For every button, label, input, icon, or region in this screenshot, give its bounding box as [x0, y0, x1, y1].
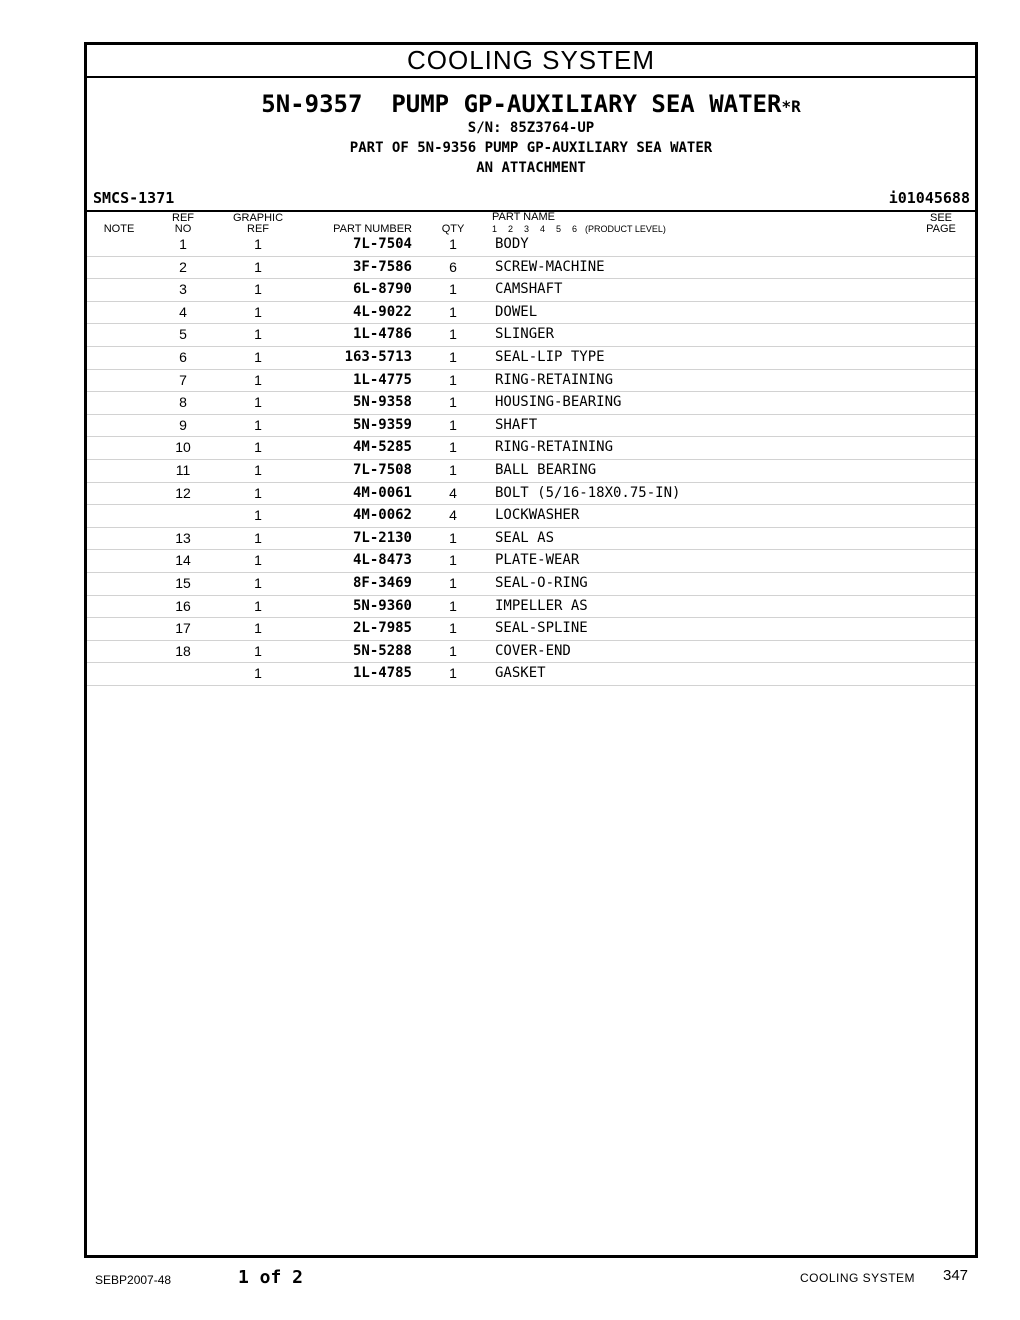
quantity: 1	[449, 303, 457, 320]
part-number: 4M-0061	[352, 484, 412, 501]
quantity: 1	[449, 620, 457, 637]
parts-list	[87, 234, 975, 686]
part-number: 1L-4775	[352, 371, 412, 388]
graphic-ref: 1	[254, 507, 262, 524]
ref-no: 4	[179, 303, 187, 320]
table-row	[87, 279, 975, 302]
table-row	[87, 550, 975, 573]
graphic-ref: 1	[254, 597, 262, 614]
graphic-ref: 1	[254, 552, 262, 569]
page-of: 1 of 2	[238, 1267, 304, 1288]
ref-no: 6	[179, 348, 187, 365]
graphic-ref: 1	[254, 326, 262, 343]
part-number: 3F-7586	[352, 258, 412, 275]
footer-section: COOLING SYSTEM	[800, 1271, 916, 1285]
table-row	[87, 370, 975, 393]
part-name: SLINGER	[495, 326, 555, 343]
part-name: RING-RETAINING	[495, 439, 614, 456]
table-row	[87, 618, 975, 641]
part-number: 4L-8473	[352, 552, 412, 569]
col-ref-bottom: NO	[174, 223, 192, 235]
quantity: 1	[449, 371, 457, 388]
graphic-ref: 1	[254, 484, 262, 501]
part-name: GASKET	[495, 665, 546, 682]
ref-no: 7	[179, 371, 187, 388]
quantity: 1	[449, 597, 457, 614]
quantity: 1	[449, 394, 457, 411]
product-level-label: (PRODUCT LEVEL)	[585, 224, 666, 234]
quantity: 1	[449, 665, 457, 682]
ref-no: 3	[179, 281, 187, 298]
part-name: PLATE-WEAR	[495, 552, 580, 569]
part-number: 7L-7508	[352, 461, 412, 478]
part-number: 5N-9359	[352, 416, 412, 433]
table-row	[87, 324, 975, 347]
ref-no: 10	[175, 439, 191, 456]
col-part-number: PART NUMBER	[333, 223, 412, 235]
document-header	[87, 78, 975, 238]
quantity: 1	[449, 552, 457, 569]
table-row	[87, 437, 975, 460]
col-see-bottom: PAGE	[926, 223, 956, 235]
part-of-line: PART OF 5N-9356 PUMP GP-AUXILIARY SEA WATER	[349, 140, 713, 156]
graphic-ref: 1	[254, 620, 262, 637]
part-number: 163-5713	[344, 348, 412, 365]
part-number: 5N-9360	[352, 597, 412, 614]
table-row	[87, 596, 975, 619]
part-number: 5N-9358	[352, 394, 412, 411]
table-row	[87, 505, 975, 528]
part-name: CAMSHAFT	[495, 281, 563, 298]
table-row	[87, 234, 975, 257]
part-number: 4M-5285	[352, 439, 412, 456]
graphic-ref: 1	[254, 236, 262, 252]
table-row	[87, 641, 975, 664]
table-row	[87, 347, 975, 370]
quantity: 1	[449, 348, 457, 365]
part-name: BODY	[495, 236, 529, 252]
part-number: 4L-9022	[352, 303, 412, 320]
part-name: DOWEL	[495, 303, 538, 320]
quantity: 1	[449, 236, 457, 252]
col-graphic-top: GRAPHIC	[232, 212, 284, 224]
table-row	[87, 460, 975, 483]
section-title: COOLING SYSTEM	[87, 45, 975, 78]
quantity: 1	[449, 461, 457, 478]
part-number: 7L-7504	[352, 236, 412, 252]
table-row	[87, 573, 975, 596]
ref-no: 18	[175, 642, 191, 659]
quantity: 1	[449, 281, 457, 298]
level-numbers: 1 2 3 4 5 6	[492, 224, 578, 234]
table-row	[87, 302, 975, 325]
part-name: SEAL-O-RING	[495, 574, 588, 591]
quantity: 1	[449, 439, 457, 456]
main-title-text: 5N-9357 PUMP GP-AUXILIARY SEA WATER	[261, 90, 782, 118]
quantity: 1	[449, 326, 457, 343]
ref-no: 2	[179, 258, 187, 275]
col-qty: QTY	[441, 223, 465, 235]
part-name: BOLT (5/16-18X0.75-IN)	[495, 484, 681, 501]
part-number: 1L-4785	[352, 665, 412, 682]
graphic-ref: 1	[254, 665, 262, 682]
graphic-ref: 1	[254, 574, 262, 591]
table-row	[87, 663, 975, 686]
table-row	[87, 392, 975, 415]
graphic-ref: 1	[254, 394, 262, 411]
part-number: 5N-5288	[352, 642, 412, 659]
product-levels	[492, 224, 666, 234]
graphic-ref: 1	[254, 439, 262, 456]
page-frame	[84, 42, 978, 1258]
part-name: SEAL-SPLINE	[495, 620, 588, 637]
ref-no: 14	[175, 552, 191, 569]
table-row	[87, 483, 975, 506]
part-number: 7L-2130	[352, 529, 412, 546]
quantity: 4	[449, 484, 457, 501]
ref-no: 9	[179, 416, 187, 433]
table-row	[87, 528, 975, 551]
ref-no: 8	[179, 394, 187, 411]
ref-no: 11	[175, 461, 191, 478]
graphic-ref: 1	[254, 371, 262, 388]
col-graphic-bottom: REF	[247, 223, 269, 235]
graphic-ref: 1	[254, 416, 262, 433]
page-number: 347	[943, 1267, 969, 1284]
col-see-top: SEE	[929, 212, 952, 224]
part-name: RING-RETAINING	[495, 371, 614, 388]
illustration-id: i01045688	[888, 189, 970, 207]
document-id: SEBP2007-48	[95, 1273, 172, 1287]
graphic-ref: 1	[254, 258, 262, 275]
part-name: COVER-END	[495, 642, 571, 659]
part-number: 4M-0062	[352, 507, 412, 524]
col-graphic-ref	[228, 213, 288, 235]
attachment-line: AN ATTACHMENT	[476, 160, 586, 176]
quantity: 1	[449, 416, 457, 433]
graphic-ref: 1	[254, 461, 262, 478]
quantity: 1	[449, 529, 457, 546]
part-number: 2L-7985	[352, 620, 412, 637]
part-number: 8F-3469	[352, 574, 412, 591]
part-number: 1L-4786	[352, 326, 412, 343]
graphic-ref: 1	[254, 529, 262, 546]
part-name: SEAL AS	[495, 529, 555, 546]
part-name: BALL BEARING	[495, 461, 597, 478]
quantity: 1	[449, 642, 457, 659]
graphic-ref: 1	[254, 642, 262, 659]
ref-no: 5	[179, 326, 187, 343]
serial-number: S/N: 85Z3764-UP	[467, 120, 595, 136]
part-number: 6L-8790	[352, 281, 412, 298]
table-row	[87, 257, 975, 280]
col-see-page	[919, 213, 963, 235]
graphic-ref: 1	[254, 303, 262, 320]
table-row	[87, 415, 975, 438]
quantity: 6	[449, 258, 457, 275]
part-name: SHAFT	[495, 416, 538, 433]
quantity: 4	[449, 507, 457, 524]
main-title	[87, 90, 975, 118]
smcs-code: SMCS-1371	[93, 189, 175, 207]
col-ref-no	[165, 213, 201, 235]
col-ref-top: REF	[172, 212, 194, 224]
col-note: NOTE	[103, 223, 135, 235]
main-title-suffix: *R	[781, 97, 801, 116]
col-part-name: PART NAME	[492, 211, 555, 223]
graphic-ref: 1	[254, 348, 262, 365]
graphic-ref: 1	[254, 281, 262, 298]
ref-no: 15	[175, 574, 191, 591]
part-name: SCREW-MACHINE	[495, 258, 605, 275]
part-name: IMPELLER AS	[495, 597, 588, 614]
ref-no: 1	[179, 236, 187, 252]
ref-no: 13	[175, 529, 191, 546]
part-name: SEAL-LIP TYPE	[495, 348, 605, 365]
ref-no: 16	[175, 597, 191, 614]
ref-no: 17	[175, 620, 191, 637]
part-name: LOCKWASHER	[495, 507, 580, 524]
part-name: HOUSING-BEARING	[495, 394, 622, 411]
quantity: 1	[449, 574, 457, 591]
ref-no: 12	[175, 484, 191, 501]
